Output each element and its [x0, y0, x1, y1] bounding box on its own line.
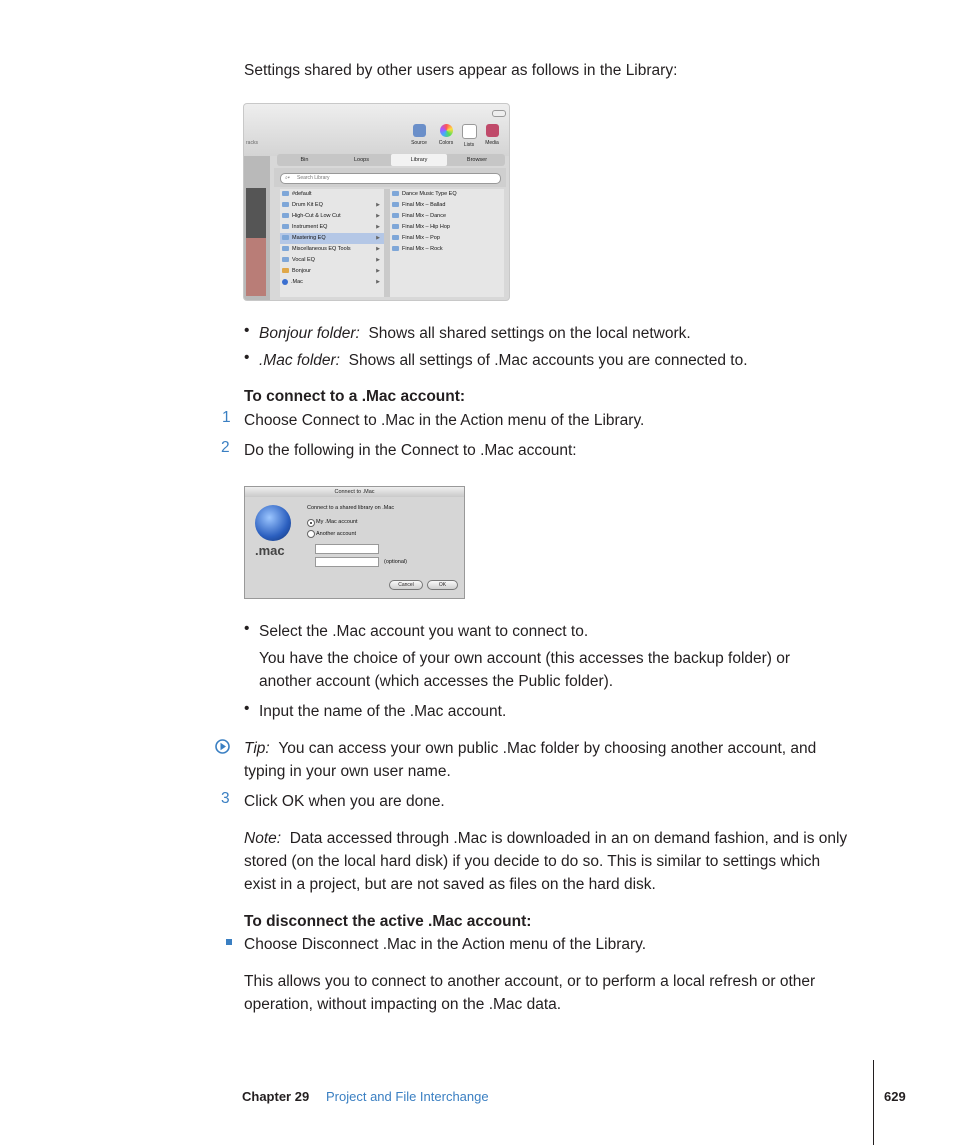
setting-icon: [392, 235, 399, 240]
note-line-2: stored (on the local hard disk) if you decide to do so. This is similar to settings which: [244, 853, 821, 870]
setting-icon: [392, 202, 399, 207]
search-library-input[interactable]: ⌕▾ Search Library: [280, 173, 501, 184]
connect-mac-dialog: [244, 486, 465, 599]
radio-another-account[interactable]: [307, 530, 315, 538]
bullet-bonjour: Bonjour folder: Shows all shared settings on the local network.: [259, 325, 691, 342]
disclosure-arrow-icon: ▶: [376, 279, 380, 285]
setting-icon: [392, 213, 399, 218]
note-line-3: exist in a project, but are not saved as files on the hard disk.: [244, 876, 656, 893]
bullet-dot: •: [244, 620, 250, 637]
toolbar-lists[interactable]: Lists: [457, 124, 481, 148]
mac-globe-icon: [255, 505, 291, 541]
list-item[interactable]: Instrument EQ ▶: [280, 222, 384, 233]
list-item[interactable]: Final Mix – Dance: [390, 211, 504, 222]
intro-text: Settings shared by other users appear as follows in the Library:: [244, 62, 678, 79]
track-region-red: [246, 238, 266, 296]
folder-icon: [282, 235, 289, 240]
list-item[interactable]: Final Mix – Hip Hop: [390, 222, 504, 233]
bullet-dot: •: [244, 349, 250, 366]
heading-disconnect: To disconnect the active .Mac account:: [244, 913, 532, 930]
setting-icon: [392, 246, 399, 251]
tip-line-2: typing in your own user name.: [244, 763, 451, 780]
folder-icon: [282, 246, 289, 251]
radio-another-account-label: Another account: [316, 531, 357, 537]
step-3-text: Click OK when you are done.: [244, 793, 445, 810]
source-icon: [413, 124, 426, 137]
bullet-term: .Mac folder:: [259, 352, 340, 369]
list-item[interactable]: Dance Music Type EQ: [390, 189, 504, 200]
bonjour-icon: [282, 268, 289, 273]
bullet-dot: •: [244, 700, 250, 717]
media-icon: [486, 124, 499, 137]
step-2-text: Do the following in the Connect to .Mac account:: [244, 442, 577, 459]
cancel-button[interactable]: Cancel: [389, 580, 423, 590]
folder-icon: [282, 213, 289, 218]
step-disconnect-text: Choose Disconnect .Mac in the Action menu of the Library.: [244, 936, 647, 953]
library-screenshot: [244, 104, 509, 300]
step-number: 1: [222, 409, 231, 426]
folder-icon: [282, 224, 289, 229]
bullet-sub-text: You have the choice of your own account (this accesses the backup folder) or: [259, 650, 791, 667]
tracks-label: racks: [246, 140, 258, 146]
toolbar-colors[interactable]: Colors: [434, 124, 458, 146]
footer-chapter-title[interactable]: Project and File Interchange: [326, 1089, 489, 1104]
toolbar-media[interactable]: Media: [480, 124, 504, 146]
search-icon: ⌕▾: [285, 175, 290, 181]
setting-icon: [392, 191, 399, 196]
bullet-sub-text: another account (which accesses the Public folder).: [259, 673, 614, 690]
ok-button[interactable]: OK: [427, 580, 458, 590]
radio-my-account[interactable]: [307, 519, 315, 527]
disclosure-arrow-icon: ▶: [376, 257, 380, 263]
bullet-term: Bonjour folder:: [259, 325, 360, 342]
dialog-title: Connect to .Mac: [245, 487, 464, 497]
list-item[interactable]: Drum Kit EQ ▶: [280, 200, 384, 211]
tab-loops[interactable]: Loops: [354, 157, 369, 163]
library-tabs: [277, 154, 505, 166]
bullet-select-account: Select the .Mac account you want to connect to.: [259, 623, 589, 640]
folder-icon: [282, 257, 289, 262]
list-item[interactable]: Miscellaneous EQ Tools ▶: [280, 244, 384, 255]
step-number: 3: [221, 790, 230, 807]
folder-icon: [282, 202, 289, 207]
disclosure-arrow-icon: ▶: [376, 235, 380, 241]
list-item[interactable]: #default: [280, 189, 384, 200]
bullet-mac: .Mac folder: Shows all settings of .Mac accounts you are connected to.: [259, 352, 748, 369]
colors-icon: [440, 124, 453, 137]
tip-arrow-icon: [215, 739, 230, 754]
mac-globe-icon: [282, 279, 288, 285]
heading-connect: To connect to a .Mac account:: [244, 388, 466, 405]
list-item-selected[interactable]: Mastering EQ ▶: [280, 233, 384, 244]
step-1-text: Choose Connect to .Mac in the Action menu of the Library.: [244, 412, 645, 429]
final-line-1: This allows you to connect to another account, or to perform a local refresh or other: [244, 973, 816, 990]
radio-my-account-label: My .Mac account: [316, 519, 358, 525]
mac-logo-text: .mac: [255, 543, 285, 558]
list-item-bonjour[interactable]: Bonjour ▶: [280, 266, 384, 277]
square-bullet: [226, 939, 232, 945]
bullet-input-name: Input the name of the .Mac account.: [259, 703, 507, 720]
folder-icon: [282, 191, 289, 196]
disclosure-arrow-icon: ▶: [376, 202, 380, 208]
footer-divider: [873, 1060, 874, 1145]
note-label: Note:: [244, 830, 282, 847]
disclosure-arrow-icon: ▶: [376, 224, 380, 230]
tab-browser[interactable]: Browser: [466, 157, 488, 163]
disclosure-arrow-icon: ▶: [376, 246, 380, 252]
final-line-2: operation, without impacting on the .Mac data.: [244, 996, 562, 1013]
disclosure-arrow-icon: ▶: [376, 268, 380, 274]
optional-label: (optional): [384, 559, 407, 565]
disclosure-arrow-icon: ▶: [376, 213, 380, 219]
page-number: 629: [884, 1089, 906, 1104]
password-field[interactable]: [315, 557, 379, 567]
lists-icon: [462, 124, 477, 139]
list-item[interactable]: Final Mix – Ballad: [390, 200, 504, 211]
track-region-dark: [246, 188, 266, 238]
tip-line-1: Tip: You can access your own public .Mac folder by choosing another account, and: [244, 740, 817, 757]
toolbar-source[interactable]: Source: [407, 124, 431, 146]
note-line-1: Note: Data accessed through .Mac is downloaded in an on demand fashion, and is only: [244, 830, 848, 847]
library-column-1: [280, 189, 384, 297]
tab-bin[interactable]: Bin: [300, 157, 309, 163]
bullet-dot: •: [244, 322, 250, 339]
setting-icon: [392, 224, 399, 229]
window-pill-icon: [492, 110, 506, 117]
tab-library[interactable]: Library: [391, 154, 447, 166]
step-number: 2: [221, 439, 230, 456]
list-item[interactable]: Vocal EQ ▶: [280, 255, 384, 266]
list-item-mac[interactable]: .Mac ▶: [280, 277, 384, 288]
list-item[interactable]: Final Mix – Pop: [390, 233, 504, 244]
tip-label: Tip:: [244, 740, 270, 757]
footer-chapter: Chapter 29: [242, 1089, 310, 1104]
dialog-prompt: Connect to a shared library on .Mac: [307, 505, 395, 511]
account-name-field[interactable]: [315, 544, 379, 554]
list-item[interactable]: High-Cut & Low Cut ▶: [280, 211, 384, 222]
library-column-2: [390, 189, 504, 297]
list-item[interactable]: Final Mix – Rock: [390, 244, 504, 255]
